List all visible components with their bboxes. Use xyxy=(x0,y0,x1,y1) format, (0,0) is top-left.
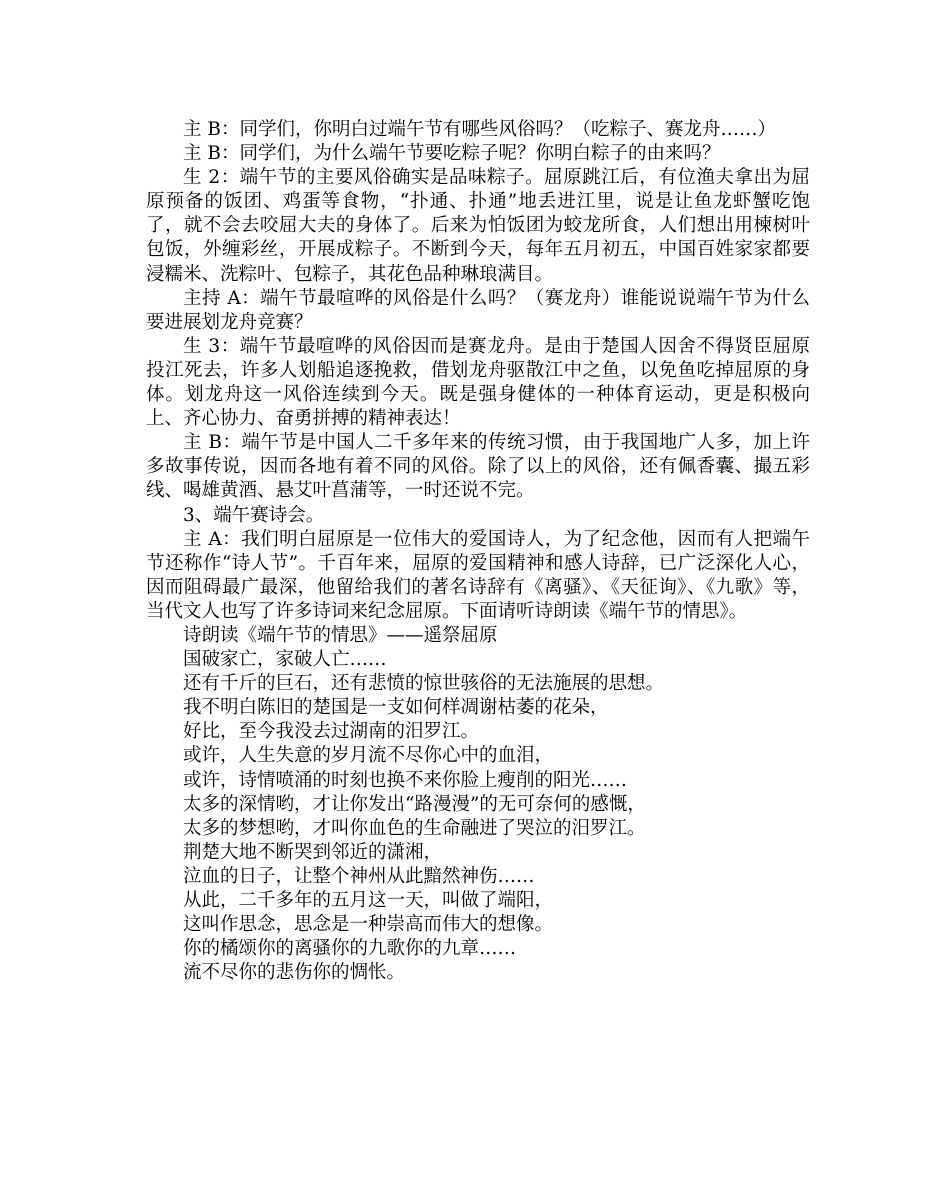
poem-line: 我不明白陈旧的楚国是一支如何样凋谢枯萎的花朵， xyxy=(183,697,609,719)
paragraph-4: 主持 A：端午节最喧哗的风俗是什么吗？（赛龙舟）谁能说说端午节为什么要进展划龙舟竞赛？ xyxy=(146,287,810,333)
poem-line: 还有千斤的巨石，还有悲愤的惊世骇俗的无法施展的思想。 xyxy=(183,673,665,695)
poem-line: 或许，诗情喷涌的时刻也换不来你脸上瘦削的阳光…… xyxy=(183,769,628,791)
poem xyxy=(146,624,810,985)
poem-line: 从此，二千多年的五月这一天，叫做了端阳， xyxy=(183,890,554,911)
poem-line: 国破家亡，家破人亡…… xyxy=(183,649,387,671)
poem-line: 荆楚大地不断哭到邻近的潇湘， xyxy=(183,841,443,863)
document-page xyxy=(146,118,810,985)
poem-title: 诗朗读《端午节的情思》——遥祭屈原 xyxy=(183,624,498,646)
paragraph-1: 主 B：同学们，你明白过端午节有哪些风俗吗？（吃粽子、赛龙舟……） xyxy=(183,119,776,140)
paragraph-5: 生 3：端午节最喧哗的风俗因而是赛龙舟。是由于楚国人因舍不得贤臣屈原投江死去，许多人划船追逐挽救，借划龙舟驱散江中之鱼，以免鱼吃掉屈原的身体。划龙舟这一风俗连续到今天。既是强身健体的一种体育运动，更是积极向上、齐心协力、奋勇拼搏的精神表达！ xyxy=(146,335,810,430)
poem-line: 太多的深情哟，才让你发出“路漫漫”的无可奈何的感慨， xyxy=(183,793,646,815)
paragraph-2: 主 B：同学们，为什么端午节要吃粽子呢？你明白粽子的由来吗？ xyxy=(183,143,721,165)
section-heading: 3、端午赛诗会。 xyxy=(183,504,325,526)
poem-line: 泣血的日子，让整个神州从此黯然神伤…… xyxy=(183,865,535,887)
poem-line: 太多的梦想哟，才叫你血色的生命融进了哭泣的汨罗江。 xyxy=(183,817,646,839)
poem-line: 这叫作思念，思念是一种崇高而伟大的想像。 xyxy=(183,914,554,936)
poem-line: 流不尽你的悲伤你的惆怅。 xyxy=(183,962,406,984)
paragraph-8: 主 A：我们明白屈原是一位伟大的爱国诗人，为了纪念他，因而有人把端午节还称作“诗人节”。千百年来，屈原的爱国精神和感人诗辞，已广泛深化人心，因而阻碍最广最深，他留给我们的著名诗辞有《离骚》、《天征询》、《九歌》等，当代文人也写了许多诗词来纪念屈原。下面请听诗朗读《端午节的情思》。 xyxy=(146,528,810,622)
poem-line: 或许，人生失意的岁月流不尽你心中的血泪， xyxy=(183,745,554,767)
paragraph-6: 主 B：端午节是中国人二千多年来的传统习惯，由于我国地广人多，加上许多故事传说，因而各地有着不同的风俗。除了以上的风俗，还有佩香囊、撮五彩线、喝雄黄酒、悬艾叶菖蒲等，一时还说不完。 xyxy=(146,432,810,502)
poem-line: 好比，至今我没去过湖南的汨罗江。 xyxy=(183,721,480,743)
paragraph-3: 生 2：端午节的主要风俗确实是品味粽子。屈原跳江后，有位渔夫拿出为屈原预备的饭团、鸡蛋等食物，“扑通、扑通”地丢进江里，说是让鱼龙虾蟹吃饱了，就不会去咬屈大夫的身体了。后来为怕饭团为蛟龙所食，人们想出用楝树叶包饭，外缠彩丝，开展成粽子。不断到今天，每年五月初五，中国百姓家家都要浸糯米、洗粽叶、包粽子，其花色品种琳琅满目。 xyxy=(146,167,810,285)
poem-line: 你的橘颂你的离骚你的九歌你的九章…… xyxy=(183,938,517,960)
